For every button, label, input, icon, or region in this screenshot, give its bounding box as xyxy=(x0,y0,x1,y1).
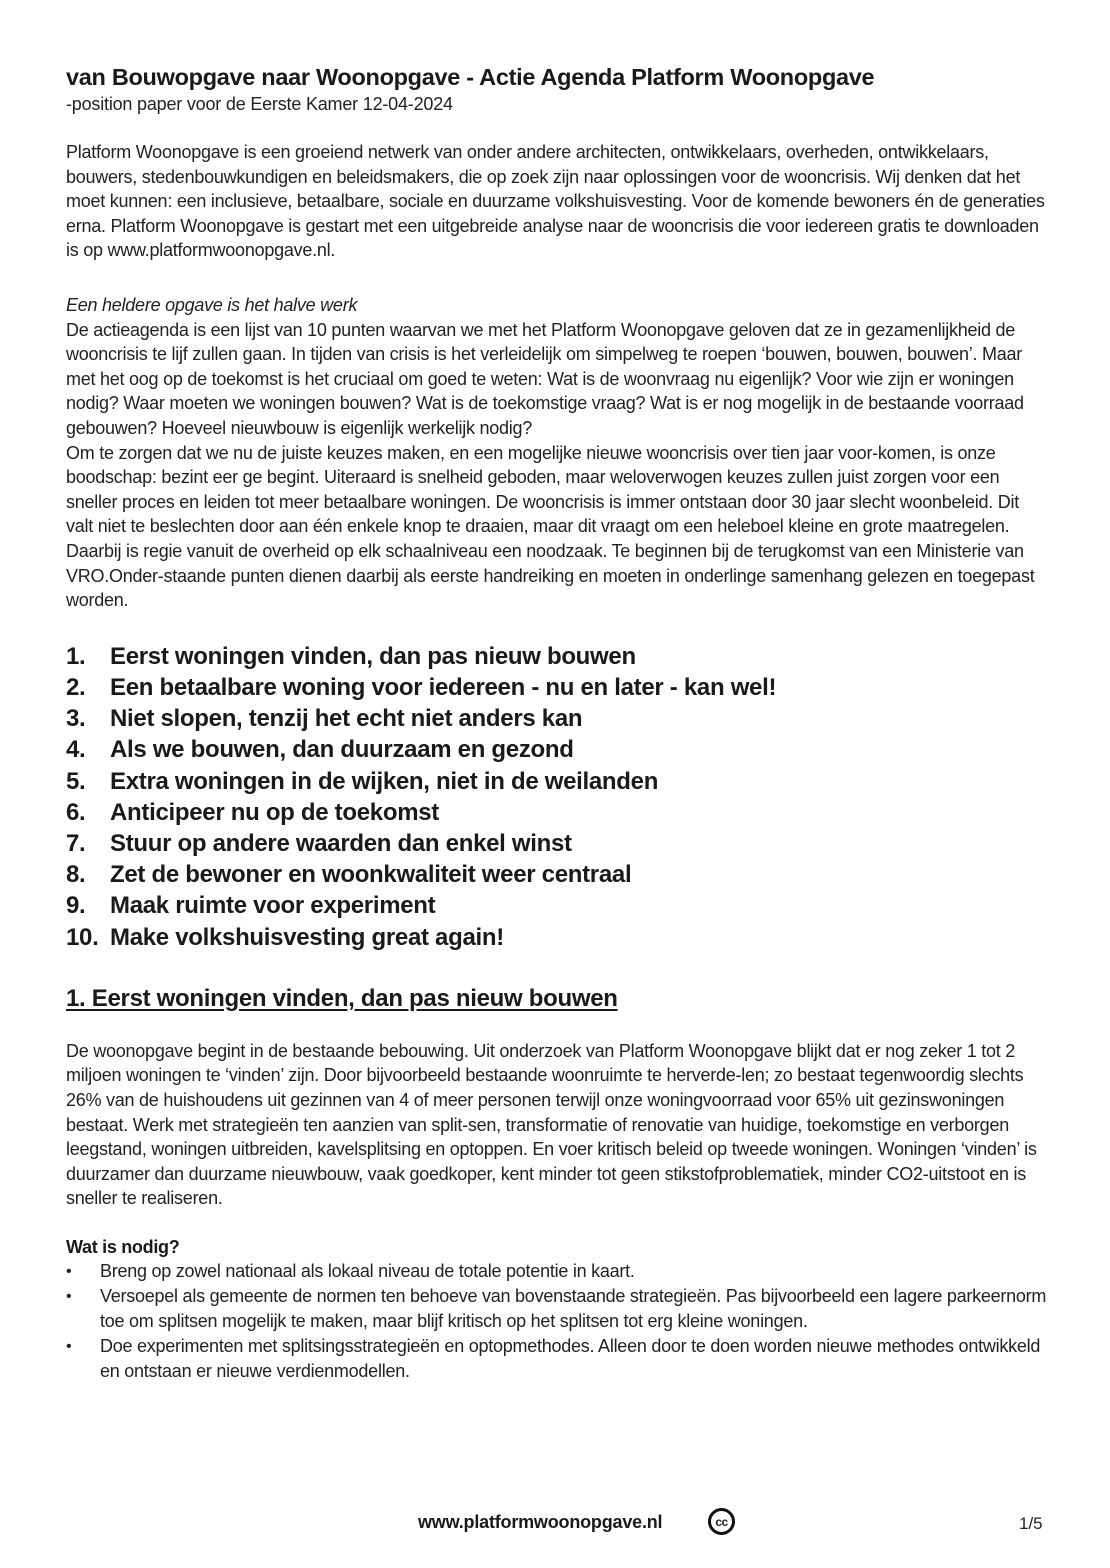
chapter-1-body: De woonopgave begint in de bestaande bebouwing. Uit onderzoek van Platform Woonopgave blijkt dat er nog zeker 1 tot 2 miljoen woningen te ‘vinden’ zijn. Door bijvoorbeeld bestaande woonruimte te herverde-len; zo bestaat tegenwoordig slechts 26% van de huishoudens uit gezinnen van 4 of meer personen terwijl onze woningvoorraad voor 65% uit gezinswoningen bestaat. Werk met strategieën ten aanzien van split-sen, transformatie of renovatie van huidige, toekomstige en verborgen leegstand, woningen uitbreiden, kavelsplitsing en optoppen. En voer kritisch beleid op tweede woningen. Woningen ‘vinden’ is duurzamer dan duurzame nieuwbouw, vaak goedkoper, kent minder tot geen stikstofproblematiek, minder CO2-uitstoot en is sneller te realiseren. xyxy=(66,1040,1037,1209)
action-number: 9. xyxy=(66,892,86,920)
action-item xyxy=(66,828,1050,859)
intro-paragraph: Platform Woonopgave is een groeiend netwerk van onder andere architecten, ontwikkelaars, overheden, ontwikkelaars, bouwers, stedenbouwkundigen en beleidsmakers, die op zoek zijn naar oplossingen voor de wooncrisis. Wij denken dat het moet kunnen: een inclusieve, betaalbare, sociale en duurzame volkshuisvesting. Voor de komende bewoners én de generaties erna. Platform Woonopgave is gestart met een uitgebreide analyse naar de wooncrisis die voor iedereen gratis te downloaden is op www.platformwoonopgave.nl. xyxy=(66,142,1045,261)
action-text: Stuur op andere waarden dan enkel winst xyxy=(110,829,572,857)
bullet-icon: • xyxy=(66,1337,72,1355)
action-item xyxy=(66,766,1050,797)
document-subtitle: -position paper voor de Eerste Kamer 12-04-2024 xyxy=(66,94,453,114)
action-agenda-list xyxy=(66,641,1050,953)
action-item xyxy=(66,734,1050,765)
bullet-icon: • xyxy=(66,1262,72,1280)
action-number: 2. xyxy=(66,673,86,701)
chapter-1-heading: 1. Eerst woningen vinden, dan pas nieuw bouwen xyxy=(66,984,618,1012)
bullet-icon: • xyxy=(66,1287,72,1305)
action-item xyxy=(66,797,1050,828)
action-text: Als we bouwen, dan duurzaam en gezond xyxy=(110,736,574,764)
needs-list xyxy=(66,1259,1050,1384)
action-number: 10. xyxy=(66,923,99,951)
action-text: Anticipeer nu op de toekomst xyxy=(110,798,439,826)
action-number: 5. xyxy=(66,767,86,795)
action-item xyxy=(66,890,1050,921)
action-text: Extra woningen in de wijken, niet in de weilanden xyxy=(110,767,659,795)
action-item xyxy=(66,922,1050,953)
action-number: 1. xyxy=(66,642,86,670)
footer-website-link[interactable]: www.platformwoonopgave.nl xyxy=(418,1512,663,1532)
section-label: Een heldere opgave is het halve werk xyxy=(66,294,358,315)
needs-text: Versoepel als gemeente de normen ten behoeve van bovenstaande strategieën. Pas bijvoorbeeld een lagere parkeernorm toe om splitsen mogelijk te maken, maar blijf kritisch op het splitsen tot erg kleine woningen. xyxy=(100,1285,1047,1331)
section-paragraph-1: De actieagenda is een lijst van 10 punten waarvan we met het Platform Woonopgave geloven dat ze in gezamenlijkheid de wooncrisis te lijf zullen gaan. In tijden van crisis is het verleidelijk om simpelweg te roepen ‘bouwen, bouwen, bouwen’. Maar met het oog op de toekomst is het cruciaal om goed te weten: Wat is de woonvraag nu eigenlijk? Voor wie zijn er woningen nodig? Waar moeten we woningen bouwen? Wat is de toekomstige vraag? Wat is er nog mogelijk in de bestaande voorraad gebouwen? Hoeveel nieuwbouw is eigenlijk werkelijk nodig? xyxy=(66,319,1024,438)
action-item xyxy=(66,703,1050,734)
document-page xyxy=(66,62,1050,1384)
action-item xyxy=(66,641,1050,672)
needs-text: Doe experimenten met splitsingsstrategieën en optopmethodes. Alleen door te doen worden nieuwe methodes ontwikkeld en ontstaan er nieuwe verdienmodellen. xyxy=(100,1335,1041,1381)
action-number: 6. xyxy=(66,798,86,826)
needs-heading: Wat is nodig? xyxy=(66,1236,180,1257)
action-text: Eerst woningen vinden, dan pas nieuw bouwen xyxy=(110,642,636,670)
action-text: Make volkshuisvesting great again! xyxy=(110,923,504,951)
cc-icon: cc xyxy=(708,1508,735,1535)
action-text: Een betaalbare woning voor iedereen - nu en later - kan wel! xyxy=(110,673,777,701)
action-text: Zet de bewoner en woonkwaliteit weer centraal xyxy=(110,861,632,889)
needs-item xyxy=(66,1259,1050,1284)
needs-item xyxy=(66,1334,1050,1384)
action-text: Niet slopen, tenzij het echt niet anders kan xyxy=(110,705,583,733)
section-paragraph-2: Om te zorgen dat we nu de juiste keuzes maken, en een mogelijke nieuwe wooncrisis over tien jaar voor-komen, is onze boodschap: bezint eer ge begint. Uiteraard is snelheid geboden, maar weloverwogen keuzes zullen juist zorgen voor een sneller proces en leiden tot meer betaalbare woningen. De wooncrisis is immer ontstaan door 30 jaar slecht woonbeleid. Dit valt niet te beslechten door aan één enkele knop te draaien, maar dit vraagt om een heleboel kleine en grote maatregelen. Daarbij is regie vanuit de overheid op elk schaalniveau een noodzaak. Te beginnen bij de terugkomst van een Ministerie van VRO.Onder-staande punten dienen daarbij als eerste handreiking en moeten in onderlinge samenhang gelezen en toegepast worden. xyxy=(66,442,1035,611)
action-item xyxy=(66,859,1050,890)
action-number: 3. xyxy=(66,705,86,733)
action-item xyxy=(66,672,1050,703)
page-number: 1/5 xyxy=(1019,1514,1043,1533)
action-text: Maak ruimte voor experiment xyxy=(110,892,436,920)
action-number: 7. xyxy=(66,829,86,857)
needs-text: Breng op zowel nationaal als lokaal niveau de totale potentie in kaart. xyxy=(100,1260,635,1281)
needs-item xyxy=(66,1284,1050,1334)
document-title: van Bouwopgave naar Woonopgave - Actie Agenda Platform Woonopgave xyxy=(66,64,875,90)
action-number: 8. xyxy=(66,861,86,889)
action-number: 4. xyxy=(66,736,86,764)
